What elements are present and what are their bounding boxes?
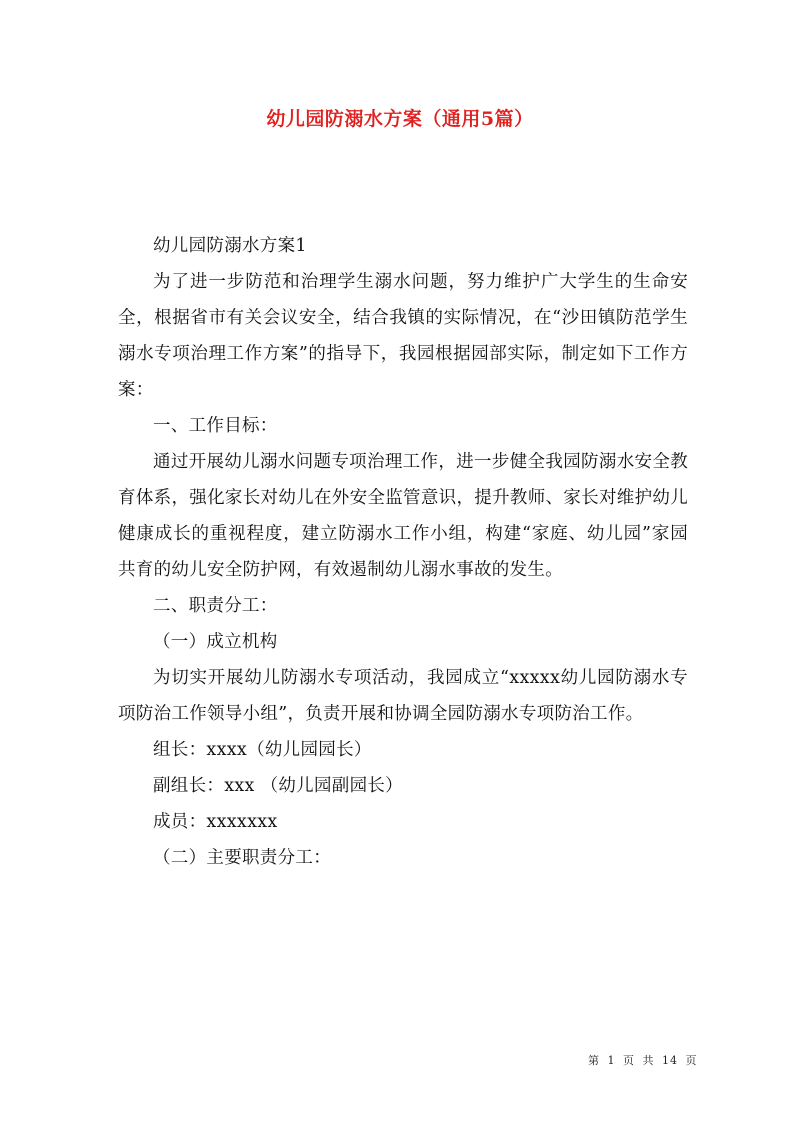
section-heading: 二、职责分工： bbox=[153, 596, 278, 616]
section-heading: 一、工作目标： bbox=[153, 416, 278, 436]
body-paragraph: 为了进一步防范和治理学生溺水问题，努力维护广大学生的生命安全，根据省市有关会议安全，结合我镇的实际情况，在“沙田镇防范学生溺水专项治理工作方案”的指导下，我园根据园部实际，制定如下工作方案： bbox=[118, 272, 688, 400]
document-title: 幼儿园防溺水方案（通用5篇） bbox=[266, 108, 534, 130]
list-item: 组长：xxxx（幼儿园园长） bbox=[153, 740, 372, 760]
body-paragraph: 为切实开展幼儿防溺水专项活动，我园成立“xxxxx幼儿园防溺水专项防治工作领导小组”，负责开展和协调全园防溺水专项防治工作。 bbox=[118, 668, 688, 724]
section-heading: 幼儿园防溺水方案1 bbox=[153, 236, 307, 256]
document-body bbox=[118, 228, 688, 876]
list-item: 成员：xxxxxxx bbox=[153, 812, 278, 832]
list-item: 副组长：xxx （幼儿园副园长） bbox=[153, 776, 403, 796]
body-paragraph: 通过开展幼儿溺水问题专项治理工作，进一步健全我园防溺水安全教育体系，强化家长对幼儿在外安全监管意识，提升教师、家长对维护幼儿健康成长的重视程度，建立防溺水工作小组，构建“家庭、幼儿园”家园共育的幼儿安全防护网，有效遏制幼儿溺水事故的发生。 bbox=[118, 452, 688, 580]
page-number: 第 1 页 共 14 页 bbox=[588, 1054, 698, 1067]
subsection-heading: （一）成立机构 bbox=[153, 632, 278, 652]
subsection-heading: （二）主要职责分工： bbox=[153, 848, 331, 868]
